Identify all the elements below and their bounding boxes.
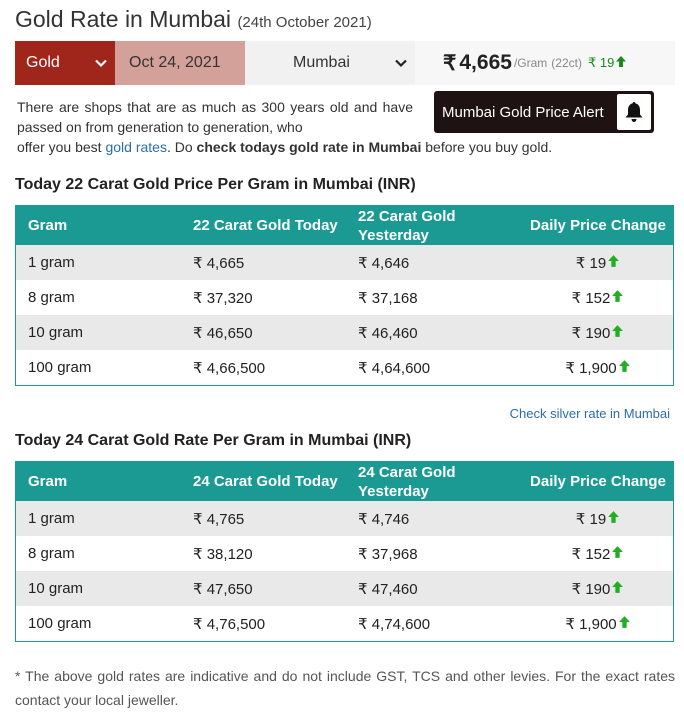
metal-select-value: Gold	[26, 54, 60, 71]
cell-change	[523, 245, 674, 280]
cell-change	[523, 501, 674, 536]
cell-gram: 8 gram	[16, 536, 194, 571]
cell-yesterday: ₹ 4,64,600	[358, 350, 523, 386]
table-row	[16, 280, 674, 315]
arrow-up-icon	[618, 359, 631, 373]
arrow-up-icon	[615, 55, 627, 68]
arrow-up-icon	[607, 254, 620, 268]
cell-change-text: ₹ 190	[571, 580, 611, 598]
intro-mid: . Do	[166, 139, 193, 155]
table-row	[16, 350, 674, 386]
arrow-up-icon	[607, 510, 620, 524]
rate-purity: (22ct)	[551, 56, 582, 70]
cell-today: ₹ 4,765	[193, 501, 358, 536]
col-yesterday: 24 Carat Gold Yesterday	[358, 462, 523, 502]
city-select[interactable]	[245, 41, 415, 85]
date-picker[interactable]	[115, 41, 245, 85]
silver-rate-link[interactable]: Check silver rate in Mumbai	[509, 406, 670, 421]
table-row	[16, 536, 674, 571]
cell-yesterday: ₹ 37,168	[358, 280, 523, 315]
table22-heading: Today 22 Carat Gold Price Per Gram in Mumbai (INR)	[15, 176, 416, 193]
arrow-up-icon	[611, 324, 624, 338]
page-title-date: (24th October 2021)	[237, 14, 372, 31]
gold-24ct-table	[15, 461, 674, 642]
cell-change	[523, 571, 674, 606]
cell-change-text: ₹ 1,900	[565, 615, 617, 633]
cell-yesterday: ₹ 4,646	[358, 245, 523, 280]
cell-gram: 8 gram	[16, 280, 194, 315]
col-gram: Gram	[16, 462, 194, 502]
cell-gram: 1 gram	[16, 501, 194, 536]
cell-gram: 100 gram	[16, 606, 194, 642]
cell-yesterday: ₹ 4,74,600	[358, 606, 523, 642]
date-picker-value: Oct 24, 2021	[129, 54, 221, 71]
cell-change	[523, 536, 674, 571]
cell-change	[523, 350, 674, 386]
col-change: Daily Price Change	[523, 206, 674, 246]
table24-heading: Today 24 Carat Gold Rate Per Gram in Mumbai (INR)	[15, 432, 412, 449]
cell-today: ₹ 37,320	[193, 280, 358, 315]
cell-change-text: ₹ 152	[571, 289, 611, 307]
city-select-value: Mumbai	[293, 54, 350, 71]
arrow-up-icon	[611, 289, 624, 303]
cell-yesterday: ₹ 37,968	[358, 536, 523, 571]
cell-yesterday: ₹ 4,746	[358, 501, 523, 536]
cell-gram: 1 gram	[16, 245, 194, 280]
rate-symbol: ₹	[443, 51, 457, 75]
col-yesterday: 22 Carat Gold Yesterday	[358, 206, 523, 246]
cell-change-text: ₹ 19	[575, 254, 607, 272]
cell-change-text: ₹ 190	[571, 324, 611, 342]
rate-unit: /Gram	[513, 56, 548, 70]
cell-gram: 10 gram	[16, 571, 194, 606]
gold-22ct-table	[15, 205, 674, 386]
cell-yesterday: ₹ 47,460	[358, 571, 523, 606]
cell-change-text: ₹ 152	[571, 545, 611, 563]
arrow-up-icon	[611, 545, 624, 559]
arrow-up-icon	[618, 615, 631, 629]
table-row	[16, 245, 674, 280]
cell-gram: 10 gram	[16, 315, 194, 350]
col-today: 24 Carat Gold Today	[193, 462, 358, 502]
cell-yesterday: ₹ 46,460	[358, 315, 523, 350]
arrow-up-icon	[611, 580, 624, 594]
page-title-text: Gold Rate in Mumbai	[15, 6, 232, 32]
intro-bold: check todays gold rate in Mumbai	[196, 139, 422, 155]
table-row	[16, 315, 674, 350]
intro-text: There are shops that are as much as 300 years old and have passed on from generation to generation, who	[17, 99, 413, 135]
intro-suffix: before you buy gold.	[425, 139, 553, 155]
table-header-row	[16, 206, 674, 246]
gold-rates-link[interactable]: gold rates	[105, 139, 167, 155]
rate-value: 4,665	[459, 51, 512, 74]
cell-change	[523, 280, 674, 315]
rate-change-text: ₹ 19	[587, 55, 615, 70]
cell-gram: 100 gram	[16, 350, 194, 386]
current-rate-box	[415, 41, 675, 85]
cell-change-text: ₹ 19	[575, 510, 607, 528]
col-change: Daily Price Change	[523, 462, 674, 502]
bell-icon	[617, 94, 651, 130]
cell-change-text: ₹ 1,900	[565, 359, 617, 377]
page-title	[15, 6, 372, 33]
cell-change	[523, 606, 674, 642]
cell-today: ₹ 4,76,500	[193, 606, 358, 642]
rate-change	[588, 55, 627, 71]
cell-today: ₹ 4,66,500	[193, 350, 358, 386]
table-row	[16, 571, 674, 606]
table-row	[16, 606, 674, 642]
price-alert-button[interactable]	[434, 91, 654, 133]
cell-today: ₹ 46,650	[193, 315, 358, 350]
footnote: * The above gold rates are indicative and do not include GST, TCS and other levies. For the exact rates contact your local jeweller.	[15, 668, 675, 708]
intro-text-line	[17, 137, 552, 157]
metal-select[interactable]	[15, 41, 115, 85]
col-gram: Gram	[16, 206, 194, 246]
table-header-row	[16, 462, 674, 502]
cell-today: ₹ 47,650	[193, 571, 358, 606]
price-alert-label: Mumbai Gold Price Alert	[442, 103, 604, 121]
intro-prefix: offer you best	[17, 139, 102, 155]
cell-today: ₹ 4,665	[193, 245, 358, 280]
chevron-down-icon	[394, 56, 408, 70]
table-row	[16, 501, 674, 536]
col-today: 22 Carat Gold Today	[193, 206, 358, 246]
cell-change	[523, 315, 674, 350]
cell-today: ₹ 38,120	[193, 536, 358, 571]
chevron-down-icon	[94, 56, 108, 70]
